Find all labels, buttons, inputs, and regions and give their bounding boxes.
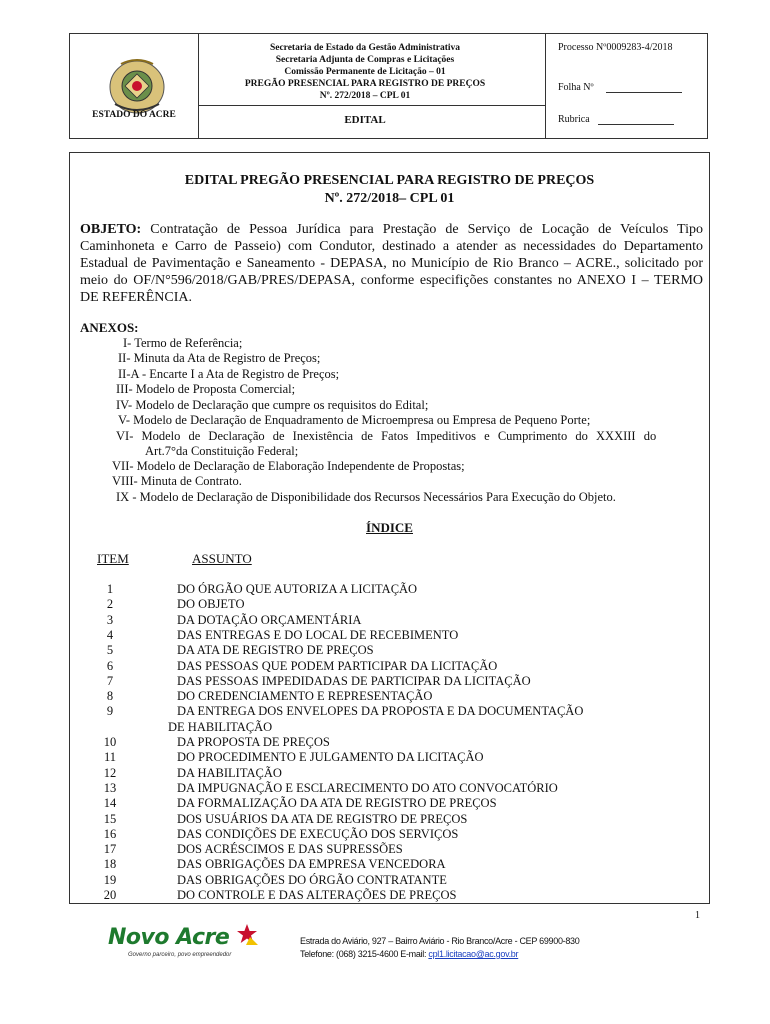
index-item-subject: DAS OBRIGAÇÕES DO ÓRGÃO CONTRATANTE (177, 872, 447, 887)
index-item-subject: DOS ACRÉSCIMOS E DAS SUPRESSÕES (177, 842, 403, 857)
index-item-number: 20 (103, 888, 117, 902)
index-item-number: 9 (106, 704, 114, 719)
index-item-subject: DO ÓRGÃO QUE AUTORIZA A LICITAÇÃO (177, 582, 418, 596)
index-item-number: 8 (106, 689, 114, 704)
index-item-number: 4 (106, 627, 114, 642)
document-subtitle: Nº. 272/2018– CPL 01 (324, 191, 455, 206)
anexo-item: IV- Modelo de Declaração que cumpre os requisitos do Edital; (116, 398, 429, 412)
index-item-number: 18 (103, 857, 117, 872)
header-divider (545, 34, 546, 138)
index-item-subject: DOS USUÁRIOS DA ATA DE REGISTRO DE PREÇOS (177, 811, 468, 826)
logo-wordmark: Novo Acre (108, 925, 230, 950)
index-item-number: 10 (103, 735, 117, 749)
index-item-subject: DA IMPUGNAÇÃO E ESCLARECIMENTO DO ATO CONVOCATÓRIO (177, 780, 558, 795)
footer-phone-line (300, 948, 579, 961)
column-header-item: ITEM (97, 551, 129, 566)
anexo-item: IX - Modelo de Declaração de Disponibilidade dos Recursos Necessários Para Execução do Objeto. (116, 490, 616, 504)
index-item-subject: DA HABILITAÇÃO (177, 765, 282, 780)
index-item-number: 13 (103, 780, 117, 795)
page-number: 1 (695, 910, 700, 921)
header-line: Comissão Permanente de Licitação – 01 (284, 67, 446, 77)
objeto-text: Contratação de Pessoa Jurídica para Prestação de Serviço de Locação de Veículos Tipo Caminhoneta e Carro de Passeio) com Condutor, destinado a atender as necessidades do Departamento Estadual de Pavimentação e Saneamento - DEPASA, no Município de Rio Branco – ACRE., solicitado por meio do OF/N°596/2018/GAB/PRES/DEPASA, conforme especifições constantes no ANEXO I – TERMO DE REFERÊNCIA. (80, 222, 704, 305)
index-item-subject: DA DOTAÇÃO ORÇAMENTÁRIA (177, 612, 362, 627)
anexo-item: II- Minuta da Ata de Registro de Preços; (118, 351, 321, 365)
index-item-number: 11 (103, 750, 117, 765)
anexo-item: VI- Modelo de Declaração de Inexistência de Fatos Impeditivos e Cumprimento do XXXIII do (116, 429, 657, 443)
index-item-subject: DO OBJETO (177, 597, 245, 612)
index-item-number: 6 (106, 658, 114, 673)
index-item-number: 2 (106, 597, 114, 612)
index-item-number: 19 (103, 872, 117, 887)
footer-address: Estrada do Aviário, 927 – Bairro Aviário - Rio Branco/Acre - CEP 69900-830 (300, 936, 580, 946)
anexo-item: III- Modelo de Proposta Comercial; (116, 382, 296, 396)
folha-label: Folha Nº (558, 82, 594, 93)
index-item-number: 15 (103, 811, 117, 826)
footer-contact (300, 935, 579, 961)
anexo-item: VIII- Minuta de Contrato. (112, 474, 242, 488)
header-divider (198, 105, 545, 106)
index-item-subject: DAS CONDIÇÕES DE EXECUÇÃO DOS SERVIÇOS (177, 826, 459, 841)
indice-heading: ÍNDICE (366, 520, 413, 535)
index-item-subject: DAS PESSOAS QUE PODEM PARTICIPAR DA LICITAÇÃO (177, 658, 498, 673)
novo-acre-logo (108, 925, 232, 958)
anexo-item: Art.7°da Constituição Federal; (145, 444, 299, 458)
header-table (69, 33, 708, 139)
header-line: Secretaria Adjunta de Compras e Licitações (275, 55, 455, 65)
index-item-subject: DA FORMALIZAÇÃO DA ATA DE REGISTRO DE PREÇOS (177, 796, 497, 811)
index-item-subject: DO PROCEDIMENTO E JULGAMENTO DA LICITAÇÃO (177, 750, 484, 765)
rubrica-blank (598, 124, 674, 125)
document-title: EDITAL PREGÃO PRESENCIAL PARA REGISTRO DE PREÇOS (184, 173, 595, 188)
folha-blank (606, 92, 682, 93)
index-item-number: 14 (103, 796, 117, 811)
rubrica-label: Rubrica (558, 114, 590, 125)
index-item-subject: DAS PESSOAS IMPEDIDADAS DE PARTICIPAR DA LICITAÇÃO (177, 673, 531, 688)
index-item-continuation: DE HABILITAÇÃO (168, 720, 273, 734)
index-item-subject: DA ENTREGA DOS ENVELOPES DA PROPOSTA E DA DOCUMENTAÇÃO (177, 704, 584, 719)
index-item-number: 17 (103, 842, 117, 857)
index-item-subject: DA PROPOSTA DE PREÇOS (177, 735, 330, 749)
anexo-item: I- Termo de Referência; (123, 336, 243, 350)
anexo-item: VII- Modelo de Declaração de Elaboração Independente de Propostas; (112, 459, 465, 473)
document-body (69, 152, 710, 904)
anexo-item: II-A - Encarte I a Ata de Registro de Preços; (118, 367, 340, 381)
objeto-label: OBJETO: (80, 222, 142, 237)
index-item-subject: DAS OBRIGAÇÕES DA EMPRESA VENCEDORA (177, 857, 446, 872)
index-item-subject: DAS ENTREGAS E DO LOCAL DE RECEBIMENTO (177, 627, 459, 642)
logo-tagline: Governo parceiro, povo empreendedor (128, 952, 232, 958)
header-line: Nº. 272/2018 – CPL 01 (319, 91, 411, 101)
index-item-number: 16 (103, 826, 117, 841)
footer-phone: Telefone: (068) 3215-4600 E-mail: (300, 949, 429, 959)
email-link[interactable]: cpl1.licitacao@ac.gov.br (428, 949, 519, 959)
column-header-assunto: ASSUNTO (192, 551, 252, 566)
index-item-number: 12 (103, 765, 117, 780)
header-divider (198, 34, 199, 138)
index-item-subject: DO CONTROLE E DAS ALTERAÇÕES DE PREÇOS (177, 888, 457, 902)
objeto-paragraph (80, 221, 703, 306)
anexo-item: V- Modelo de Declaração de Enquadramento de Microempresa ou Empresa de Pequeno Porte; (118, 413, 591, 427)
rubrica-field (558, 114, 674, 125)
process-number: Processo Nº0009283-4/2018 (558, 42, 673, 53)
index-item-subject: DA ATA DE REGISTRO DE PREÇOS (177, 643, 374, 658)
anexos-heading: ANEXOS: (80, 320, 139, 335)
index-item-number: 3 (106, 612, 114, 627)
header-line: PREGÃO PRESENCIAL PARA REGISTRO DE PREÇOS (244, 79, 486, 89)
folha-field (558, 82, 682, 93)
index-item-number: 5 (106, 643, 114, 658)
index-item-number: 7 (106, 673, 114, 688)
star-icon (236, 923, 258, 945)
header-line: Secretaria de Estado da Gestão Administrativa (269, 43, 461, 53)
index-item-number: 1 (106, 582, 114, 596)
state-coat-of-arms-icon (107, 56, 167, 118)
edital-label: EDITAL (344, 114, 386, 126)
state-name: ESTADO DO ACRE (92, 110, 176, 120)
index-item-subject: DO CREDENCIAMENTO E REPRESENTAÇÃO (177, 689, 433, 704)
